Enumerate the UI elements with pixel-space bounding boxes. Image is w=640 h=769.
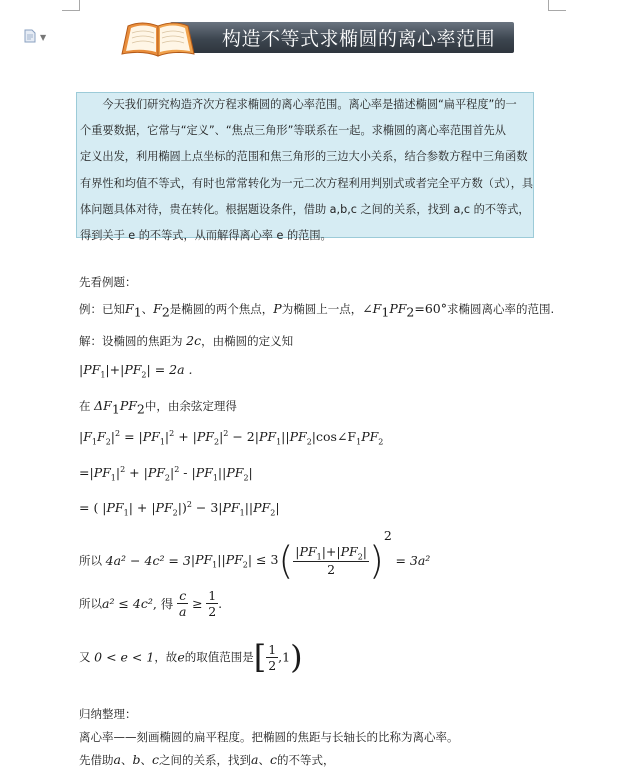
- right-paren: ): [369, 538, 384, 583]
- cos-term: cos∠F: [316, 429, 357, 445]
- right-paren: ): [290, 638, 303, 676]
- title-banner: [118, 18, 514, 56]
- var-c: c: [269, 752, 277, 767]
- chevron-down-icon[interactable]: ▼: [40, 33, 47, 42]
- equation-step-3: = ( $|PF_1| + |PF_2|)^2 - 3|PF_1||PF_2|$: [79, 500, 280, 518]
- range-upper: ,1: [278, 649, 291, 665]
- angle-pf: PF: [389, 301, 407, 316]
- focal-length: 2c: [186, 333, 202, 348]
- left-bracket: [: [253, 638, 267, 676]
- inequality-line: 所以 $4a^2 - 4c^2 = 3|PF_1||PF_2| \le 3$( $\frac{|PF_1|+|PF_2|}{2}$ )$^2$ = 3a²: [79, 528, 431, 583]
- angle-sub: 1: [381, 304, 390, 320]
- intro-line: 定义出发，利用椭圆上点坐标的范围和焦三角形的三边大小关系，结合参数方程中三角函数: [80, 150, 528, 164]
- var-a: a: [250, 752, 259, 767]
- ratio-line: [79, 588, 222, 619]
- crop-mark-top-right-horizontal: [548, 10, 566, 11]
- summary-line-2: [79, 752, 334, 768]
- fraction: $\frac{|PF_1|+|PF_2|}{2}$: [295, 543, 368, 578]
- inequality-rhs: = 3a²: [395, 553, 431, 568]
- intro-line: 得到关于 e 的不等式，从而解得离心率 e 的范围。: [80, 229, 332, 243]
- eccentricity-symbol: e: [177, 649, 185, 665]
- open-book-icon: [118, 18, 198, 58]
- problem-prefix: 例：已知: [79, 302, 125, 316]
- triangle-symbol: ΔF: [94, 398, 112, 413]
- separator: 、: [141, 302, 154, 316]
- solution-text: 中，由余弦定理得: [144, 399, 237, 413]
- fraction-numerator: 1: [268, 641, 277, 657]
- summary-text: 先借助: [79, 753, 114, 767]
- solution-text: 在: [79, 399, 91, 413]
- summary-text: 的不等式，: [276, 753, 335, 767]
- separator: 、: [140, 753, 152, 767]
- problem-statement: [79, 301, 554, 319]
- solution-text: 所以: [79, 596, 102, 611]
- solution-text: ，由椭圆的定义知: [201, 334, 294, 348]
- fraction-denominator: 2: [208, 604, 217, 619]
- solution-text: , 得: [152, 596, 174, 612]
- problem-text: 为椭圆上一点，: [281, 302, 363, 316]
- solution-text: 又: [79, 650, 91, 664]
- document-icon[interactable]: [24, 29, 36, 43]
- equation-cosine-law: $|F_1F_2|^2 = |PF_1|^2 + |PF_2|^2$ − $2|PF_1||PF_2|\cos\angle F_1PF_2$: [79, 429, 384, 447]
- focus-f2: F: [153, 301, 162, 316]
- focus-f1-sub: 1: [133, 304, 142, 320]
- separator: 、: [120, 753, 133, 767]
- equation-rhs: = 2a .: [154, 362, 193, 377]
- intro-line: 有界性和均值不等式，有时也常常转化为一元二次方程利用判别式或者完全平方数（式），具: [80, 176, 534, 190]
- banner-title: 构造不等式求椭圆的离心率范围: [222, 28, 496, 50]
- solution-text: 所以: [79, 553, 102, 568]
- fraction-denominator: 2: [327, 562, 336, 578]
- solution-text: 的取值范围是: [184, 650, 254, 664]
- crop-mark-top-left-horizontal: [62, 10, 80, 11]
- problem-text: 是椭圆的两个焦点，: [169, 302, 274, 316]
- example-heading: 先看例题：: [79, 275, 137, 289]
- range-inequality: 0 < e < 1: [94, 649, 155, 665]
- equation-definition: $|PF_1|+|PF_2| = 2a$ .: [79, 362, 193, 380]
- fraction-numerator: 1: [208, 588, 217, 603]
- solution-intro: [79, 333, 293, 349]
- equation-step-2: $=|PF_1|^2 + |PF_2|^2 - |PF_1||PF_2|$: [79, 465, 253, 483]
- triangle-line: 在 $\Delta F_1PF_2$中，由余弦定理得: [79, 398, 237, 417]
- fraction-one-half: [266, 642, 278, 673]
- fraction-one-half: [206, 588, 218, 619]
- angle-value: =60°: [414, 301, 447, 316]
- fraction-denominator: a: [178, 604, 187, 619]
- point-p: P: [273, 301, 282, 316]
- intro-paragraph: [80, 92, 552, 249]
- intro-line: 今天我们研究构造齐次方程求椭圆的离心率范围。离心率是描述椭圆“扁平程度”的一: [80, 98, 517, 111]
- left-paren: (: [278, 538, 294, 583]
- crop-mark-top-right-vertical: [548, 0, 549, 10]
- var-b: b: [132, 752, 141, 767]
- intro-line: 体问题具体对待，贵在转化。根据题设条件，借助 a,b,c 之间的关系，找到 a,c 的不等式，: [80, 202, 530, 216]
- focus-f1: F: [125, 301, 134, 316]
- period: .: [218, 596, 223, 611]
- angle-sub: 2: [406, 304, 415, 320]
- summary-text: 之间的关系，找到: [158, 753, 251, 767]
- summary-heading: 归纳整理：: [79, 707, 137, 721]
- var-a: a: [113, 752, 121, 767]
- fraction-denominator: 2: [268, 657, 277, 673]
- ge-symbol: ≥: [192, 596, 203, 611]
- fraction-c-over-a: [177, 588, 188, 619]
- fraction-numerator: c: [177, 588, 188, 604]
- ratio-inequality: a² ≤ 4c²: [102, 596, 153, 611]
- crop-mark-top-left-vertical: [79, 0, 80, 10]
- intro-line: 个重要数据，它常与“定义”、“焦点三角形”等联系在一起。求椭圆的离心率范围首先从: [80, 124, 506, 138]
- solution-text: ，故: [154, 650, 178, 664]
- angle-symbol: ∠F: [362, 301, 382, 316]
- var-c: c: [151, 752, 159, 767]
- problem-suffix: 求椭圆离心率的范围.: [447, 302, 555, 316]
- range-line: [79, 638, 303, 676]
- separator: 、: [258, 753, 270, 767]
- summary-line-1: 离心率——刻画椭圆的扁平程度。把椭圆的焦距与长轴长的比称为离心率。: [79, 730, 459, 744]
- solution-text: 解：设椭圆的焦距为: [79, 334, 183, 348]
- inequality-lhs: 4a² − 4c² = 3: [105, 553, 191, 568]
- focus-f2-sub: 2: [161, 304, 170, 320]
